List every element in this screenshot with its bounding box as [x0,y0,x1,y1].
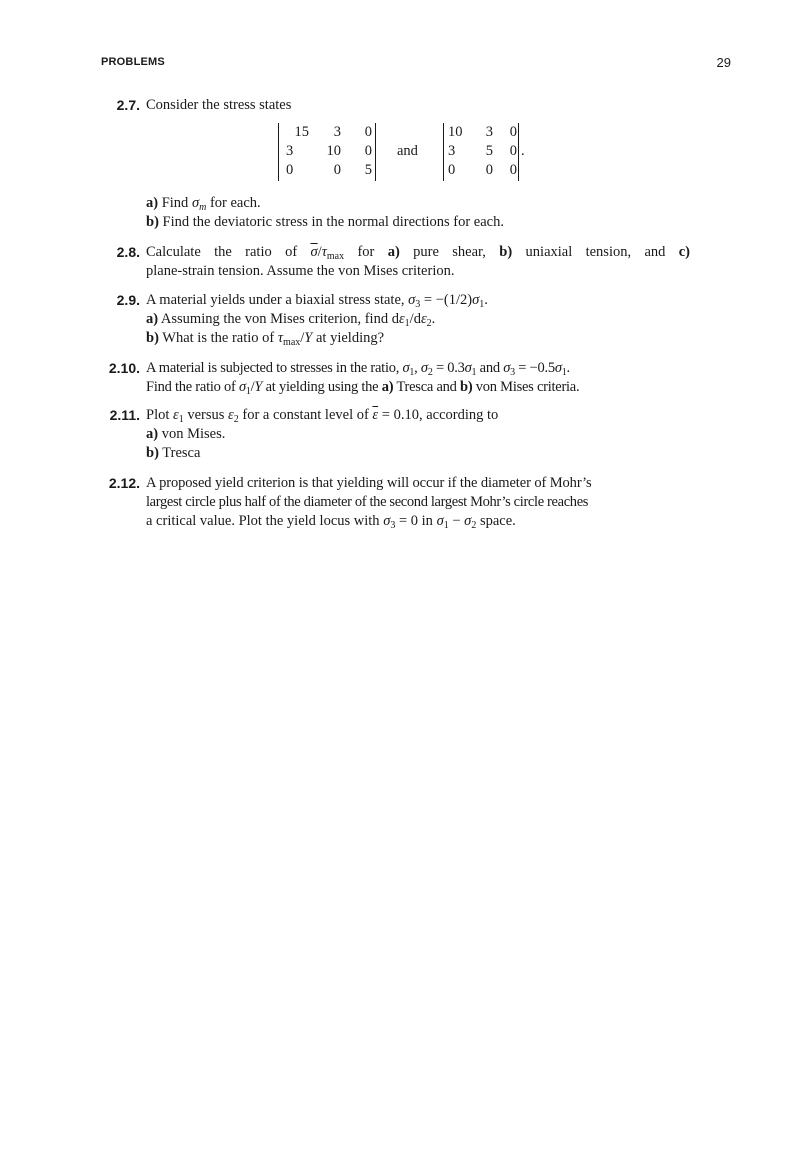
matrix-cell: 0 [448,162,456,178]
part-a: a) von Mises. [146,426,226,442]
part-b: b) Find the deviatoric stress in the normal directions for each. [146,214,504,230]
page-header [101,56,731,72]
matrix-row [279,123,372,142]
matrix-cell: 5 [364,162,372,178]
matrix-cell: 0 [485,162,493,178]
matrix-row [279,142,372,161]
problem-text: A material is subjected to stresses in the ratio, $\sigma_1$, $\sigma_2 = 0.3\sigma_1$ and $\sigma_3 = -0.5\sigma_1$. [146,360,570,378]
problem-2-8 [100,243,690,281]
matrix-row [279,161,372,180]
matrix-cell: 3 [333,124,341,140]
matrix-cell: 10 [326,143,341,159]
part-a: a) Assuming the von Mises criterion, find $d\varepsilon_1/d\varepsilon_2$. [146,311,436,329]
problem-text: a critical value. Plot the yield locus with $\sigma_3 = 0$ in $\sigma_1 - \sigma_2$ space. [146,513,516,531]
problem-2-12 [100,474,690,531]
matrix-row [444,142,517,161]
matrix-cell: 0 [509,124,517,140]
matrix-cell: 15 [294,124,309,140]
stress-matrix-1 [278,123,376,181]
problem-number: 2.7. [116,97,140,113]
stress-matrix-2 [443,123,519,181]
matrix-cell: 0 [364,143,372,159]
problem-text: Consider the stress states [146,97,292,113]
part-b: b) What is the ratio of $\tau_{max}/Y$ at yielding? [146,330,385,348]
matrix-cell: 0 [509,143,517,159]
problem-text: plane-strain tension. Assume the von Mises criterion. [146,263,455,279]
problem-number: 2.8. [116,244,140,260]
page-number: 29 [716,55,731,70]
matrix-cell: 3 [286,143,294,159]
matrix-cell: 10 [448,124,463,140]
matrix-cell: 0 [286,162,294,178]
matrix-cell: 5 [485,143,493,159]
problem-number: 2.12. [108,475,140,491]
running-head: PROBLEMS [101,56,165,68]
problem-number: 2.10. [108,360,140,376]
problem-2-7 [100,96,690,115]
matrix-cell: 3 [448,143,456,159]
problem-2-10 [100,359,690,397]
matrix-cell: 0 [333,162,341,178]
problem-text: A material yields under a biaxial stress state, $\sigma_3 = -(1/2)\sigma_1$. [146,292,488,310]
matrix-period: . [521,143,525,159]
problem-2-9 [100,291,690,348]
matrix-cell: 3 [485,124,493,140]
and-word: and [397,143,418,159]
problem-number: 2.9. [116,292,140,308]
matrix-row [444,161,517,180]
part-b: b) Tresca [146,445,201,461]
matrix-row [444,123,517,142]
problem-2-7-parts [100,194,690,232]
problem-text: largest circle plus half of the diameter of the second largest Mohr’s circle reaches [146,494,589,510]
part-a: a) Find $\sigma_m$ for each. [146,195,261,213]
problem-text: Find the ratio of $\sigma_1/Y$ at yielding using the a) Tresca and b) von Mises criteria. [146,379,580,397]
matrix-cell: 0 [509,162,517,178]
problem-text: A proposed yield criterion is that yielding will occur if the diameter of Mohr’s [146,475,592,491]
problem-text: Calculate the ratio of $\overline{\sigma}/\tau_{max}$ for a) pure shear, b) uniaxial tension, and c) [146,244,690,262]
problem-text: Plot $\varepsilon_1$ versus $\varepsilon_2$ for a constant level of $\overline{\varepsilon} = 0.10$, according to [146,407,499,425]
matrix-cell: 0 [364,124,372,140]
problem-number: 2.11. [109,407,140,423]
problem-2-11 [100,406,690,463]
